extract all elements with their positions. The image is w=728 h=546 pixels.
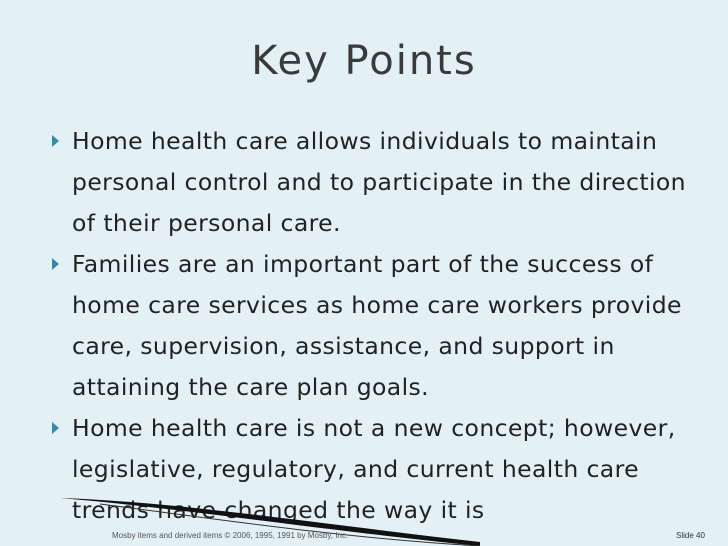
bullet-text: Families are an important part of the success of home care services as home care workers provide care, supervision, assistance, and support in attaining the care plan goals.	[72, 250, 682, 401]
slide-title: Key Points	[251, 38, 477, 84]
triangle-right-icon	[52, 422, 59, 434]
bullet-item-1	[52, 121, 692, 244]
triangle-right-icon	[52, 258, 59, 270]
footer-copyright: Mosby items and derived items © 2006, 1995, 1991 by Mosby, Inc.	[112, 531, 349, 540]
bullet-item-2	[52, 244, 692, 408]
slide-number: Slide 40	[676, 531, 705, 540]
triangle-right-icon	[52, 135, 59, 147]
bullet-text: Home health care is not a new concept; however, legislative, regulatory, and current health care trends have changed the way it is	[72, 414, 676, 524]
bullet-text: Home health care allows individuals to maintain personal control and to participate in the direction of their personal care.	[72, 127, 686, 237]
